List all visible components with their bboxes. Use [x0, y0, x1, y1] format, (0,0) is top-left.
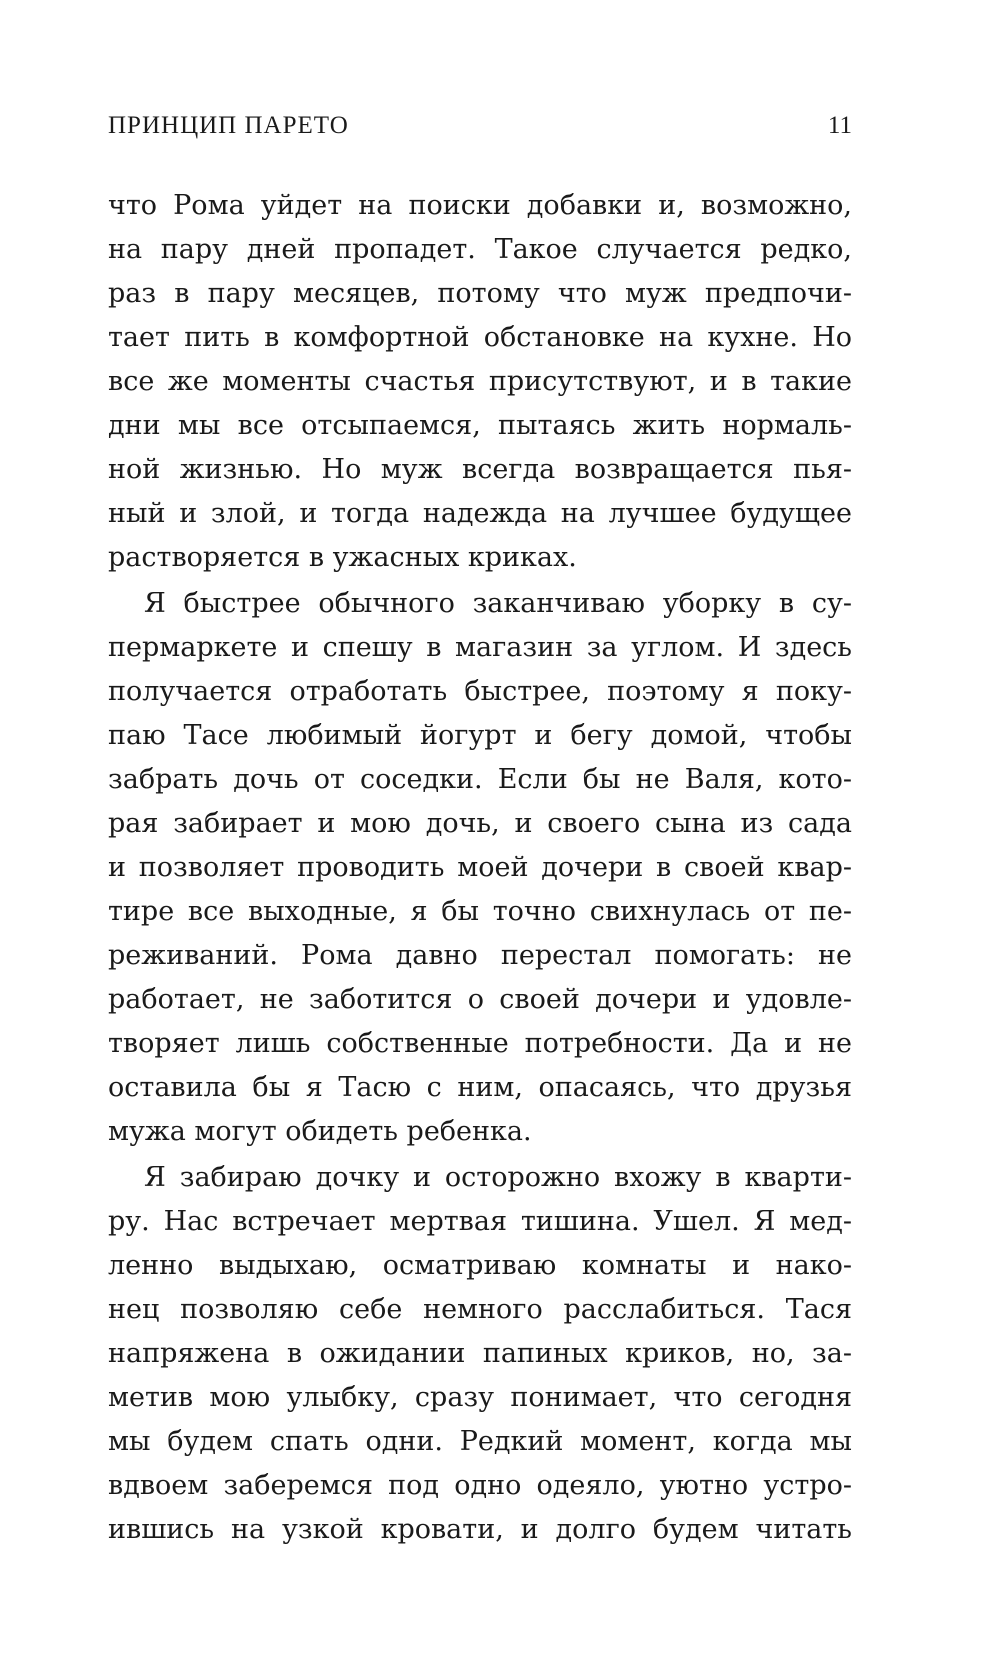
- text-line: Я быстрее обычного заканчиваю уборку в су-: [144, 588, 852, 619]
- text-line: ившись на узкой кровати, и долго будем читать: [108, 1514, 852, 1545]
- text-line: оставила бы я Тасю с ним, опасаясь, что друзья: [108, 1072, 852, 1103]
- text-line: пермаркете и спешу в магазин за углом. И здесь: [108, 632, 852, 663]
- text-line: раз в пару месяцев, потому что муж предпочи-: [108, 278, 852, 309]
- text-line: тает пить в комфортной обстановке на кухне. Но: [108, 322, 852, 353]
- text-line: что Рома уйдет на поиски добавки и, возможно,: [108, 190, 852, 221]
- text-line: ру. Нас встречает мертвая тишина. Ушел. Я мед-: [108, 1206, 852, 1237]
- text-line: мужа могут обидеть ребенка.: [108, 1116, 532, 1147]
- paragraph-3: [108, 1156, 852, 1552]
- text-line: паю Тасе любимый йогурт и бегу домой, чтобы: [108, 720, 852, 751]
- running-head: [108, 111, 852, 141]
- text-line: и позволяет проводить моей дочери в своей квар-: [108, 852, 852, 883]
- text-line: работает, не заботится о своей дочери и удовле-: [108, 984, 852, 1015]
- text-line: ной жизнью. Но муж всегда возвращается пья-: [108, 454, 852, 485]
- text-line: все же моменты счастья присутствуют, и в такие: [108, 366, 852, 397]
- text-line: творяет лишь собственные потребности. Да и не: [108, 1028, 852, 1059]
- paragraph-2: [108, 582, 852, 1154]
- text-line: ный и злой, и тогда надежда на лучшее будущее: [108, 498, 852, 529]
- body-text: [108, 184, 852, 1552]
- paragraph-1: [108, 184, 852, 580]
- text-line: Я забираю дочку и осторожно вхожу в кварти-: [144, 1162, 852, 1193]
- text-line: получается отработать быстрее, поэтому я поку-: [108, 676, 852, 707]
- text-line: вдвоем заберемся под одно одеяло, уютно устро-: [108, 1470, 852, 1501]
- text-line: тире все выходные, я бы точно свихнулась от пе-: [108, 896, 852, 927]
- page-number: 11: [827, 112, 852, 139]
- text-line: напряжена в ожидании папиных криков, но, за-: [108, 1338, 852, 1369]
- text-line: рая забирает и мою дочь, и своего сына из сада: [108, 808, 852, 839]
- text-line: дни мы все отсыпаемся, пытаясь жить нормаль-: [108, 410, 852, 441]
- text-line: на пару дней пропадет. Такое случается редко,: [108, 234, 852, 265]
- text-line: мы будем спать одни. Редкий момент, когда мы: [108, 1426, 852, 1457]
- text-line: растворяется в ужасных криках.: [108, 542, 577, 573]
- text-line: забрать дочь от соседки. Если бы не Валя, кото-: [108, 764, 852, 795]
- text-line: реживаний. Рома давно перестал помогать: не: [108, 940, 852, 971]
- text-line: нец позволяю себе немного расслабиться. Тася: [108, 1294, 852, 1325]
- text-line: ленно выдыхаю, осматриваю комнаты и нако-: [108, 1250, 852, 1281]
- book-title: ПРИНЦИП ПАРЕТО: [108, 112, 349, 139]
- text-line: метив мою улыбку, сразу понимает, что сегодня: [108, 1382, 852, 1413]
